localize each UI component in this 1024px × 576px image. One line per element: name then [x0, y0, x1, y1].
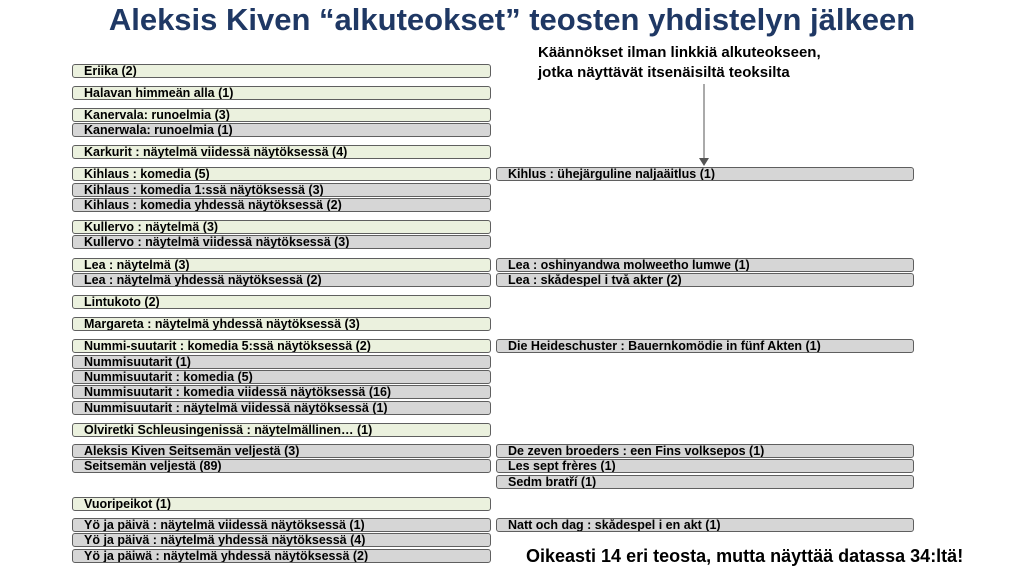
work-box: Olviretki Schleusingenissä : näytelmällinen… (1)	[72, 423, 491, 437]
work-box: Kullervo : näytelmä (3)	[72, 220, 491, 234]
translation-box: Lea : skådespel i två akter (2)	[496, 273, 914, 287]
work-box-variant: Kanerwala: runoelmia (1)	[72, 123, 491, 137]
translation-box: Natt och dag : skådespel i en akt (1)	[496, 518, 914, 532]
work-box-variant: Nummisuutarit : komedia (5)	[72, 370, 491, 384]
work-box-variant: Kihlaus : komedia 1:ssä näytöksessä (3)	[72, 183, 491, 197]
translation-box: Sedm bratří (1)	[496, 475, 914, 489]
work-box: Kihlaus : komedia (5)	[72, 167, 491, 181]
work-box-variant: Nummisuutarit : komedia viidessä näytöksessä (16)	[72, 385, 491, 399]
work-box-variant: Kullervo : näytelmä viidessä näytöksessä (3)	[72, 235, 491, 249]
work-box-variant: Aleksis Kiven Seitsemän veljestä (3)	[72, 444, 491, 458]
work-box: Eriika (2)	[72, 64, 491, 78]
work-box: Halavan himmeän alla (1)	[72, 86, 491, 100]
work-box: Nummi-suutarit : komedia 5:ssä näytöksessä (2)	[72, 339, 491, 353]
work-box: Lea : näytelmä (3)	[72, 258, 491, 272]
work-box: Kanervala: runoelmia (3)	[72, 108, 491, 122]
work-box: Vuoripeikot (1)	[72, 497, 491, 511]
translation-box: De zeven broeders : een Fins volksepos (1)	[496, 444, 914, 458]
translation-box: Lea : oshinyandwa molweetho lumwe (1)	[496, 258, 914, 272]
work-box-variant: Lea : näytelmä yhdessä näytöksessä (2)	[72, 273, 491, 287]
translation-box: Die Heideschuster : Bauernkomödie in fünf Akten (1)	[496, 339, 914, 353]
work-box-variant: Kihlaus : komedia yhdessä näytöksessä (2)	[72, 198, 491, 212]
translation-note-line-1: Käännökset ilman linkkiä alkuteokseen,	[538, 44, 821, 61]
work-box: Margareta : näytelmä yhdessä näytöksessä (3)	[72, 317, 491, 331]
work-box-variant: Seitsemän veljestä (89)	[72, 459, 491, 473]
work-box-variant: Yö ja päivä : näytelmä viidessä näytöksessä (1)	[72, 518, 491, 532]
translation-box: Kihlus : ühejärguline naljaäitlus (1)	[496, 167, 914, 181]
work-box: Karkurit : näytelmä viidessä näytöksessä (4)	[72, 145, 491, 159]
work-box-variant: Yö ja päiwä : näytelmä yhdessä näytöksessä (2)	[72, 549, 491, 563]
footer-note: Oikeasti 14 eri teosta, mutta näyttää datassa 34:ltä!	[526, 546, 964, 566]
work-box-variant: Yö ja päivä : näytelmä yhdessä näytöksessä (4)	[72, 533, 491, 547]
work-box-variant: Nummisuutarit (1)	[72, 355, 491, 369]
work-box: Lintukoto (2)	[72, 295, 491, 309]
page-title: Aleksis Kiven “alkuteokset” teosten yhdistelyn jälkeen	[108, 2, 916, 37]
work-box-variant: Nummisuutarit : näytelmä viidessä näytöksessä (1)	[72, 401, 491, 415]
translation-box: Les sept frères (1)	[496, 459, 914, 473]
translation-note-line-2: jotka näyttävät itsenäisiltä teoksilta	[538, 64, 790, 81]
